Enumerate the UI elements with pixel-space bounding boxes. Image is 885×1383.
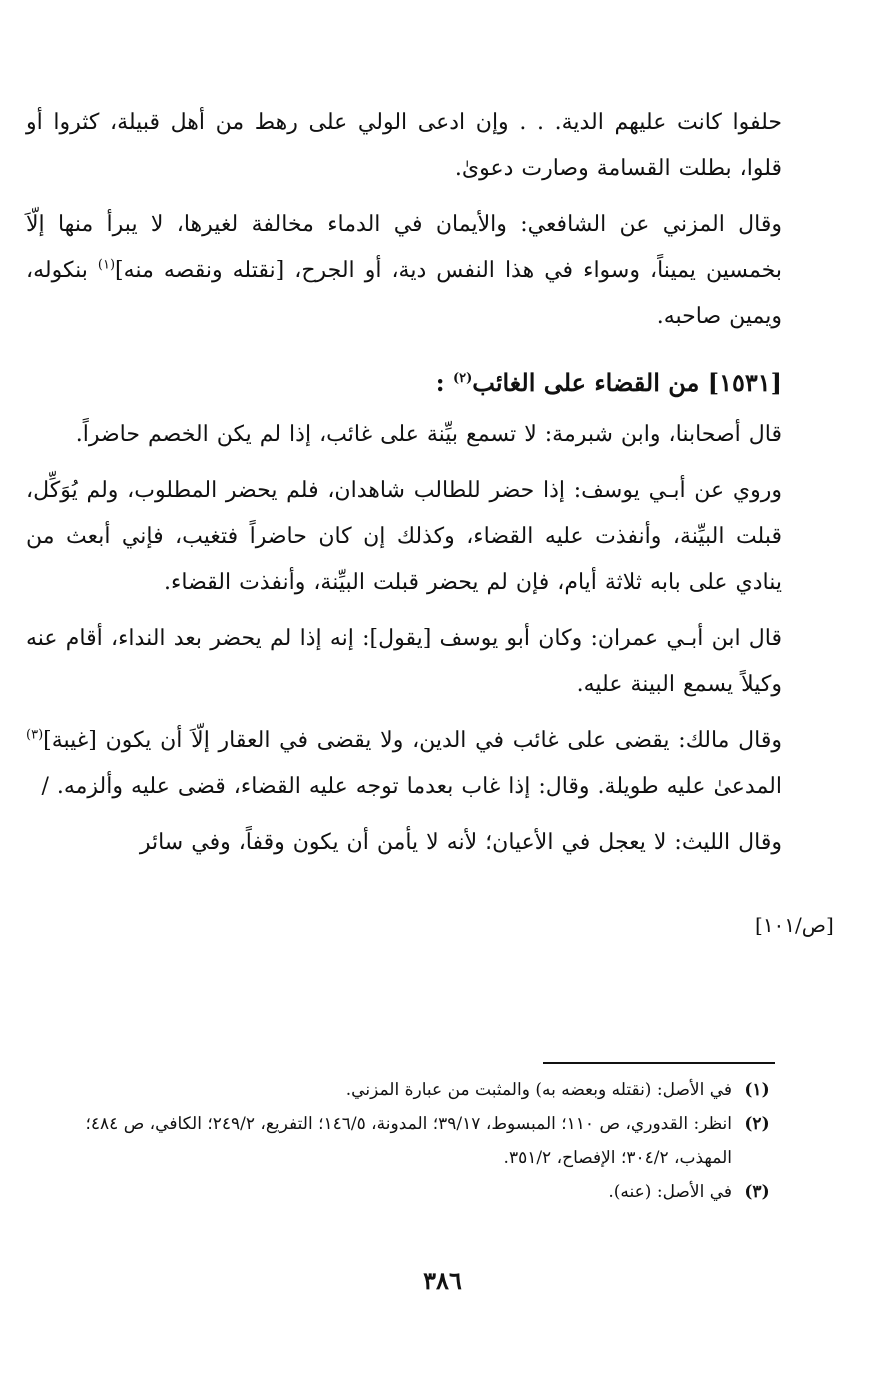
- paragraph-2-text-a: وقال المزني عن الشافعي: والأيمان في الدماء مخالفة لغيرها، لا يبرأ منها إلّاَ بخمسين يميناً، وسواء في هذا النفس دية، أو الجرح، [نقتله ونقصه منه]: [26, 212, 783, 283]
- page-body: [26, 100, 782, 876]
- paragraph-6-text-a: وقال مالك: يقضى على غائب في الدين، ولا يقضى في العقار إلّاَ أن يكون [غيبة]: [43, 728, 782, 753]
- footnote-number: (٣): [744, 1182, 770, 1202]
- paragraph-1: [26, 100, 782, 192]
- section-number: [١٥٣١]: [707, 368, 782, 397]
- paragraph-3-text: قال أصحابنا، وابن شبرمة: لا تسمع بيِّنة على غائب، إذا لم يكن الخصم حاضراً.: [75, 422, 782, 447]
- margin-page-note: [ص/١٠١]: [755, 913, 834, 937]
- footnote-separator: [543, 1062, 775, 1064]
- paragraph-4: [26, 468, 782, 606]
- section-title: من القضاء على الغائب: [472, 368, 708, 397]
- paragraph-5-text: قال ابن أبـي عمران: وكان أبو يوسف [يقول]: إنه إذا لم يحضر بعد النداء، أقام عنه وكيلاً يسمع البينة عليه.: [26, 626, 782, 697]
- paragraph-6: [26, 718, 782, 810]
- paragraph-4-text: وروي عن أبـي يوسف: إذا حضر للطالب شاهدان، فلم يحضر المطلوب، ولم يُوَكِّل، قبلت البيِّنة، وأنفذت عليه القضاء، وكذلك إن كان حاضراً فتغيب، فإني أبعث من ينادي على بابه ثلاثة أيام، فإن لم يحضر قبلت البيِّنة، وأنفذت القضاء.: [26, 478, 782, 595]
- paragraph-2-text-b: بنكوله، ويمين صاحبه.: [26, 258, 782, 329]
- footnote-number: (١): [744, 1080, 770, 1100]
- paragraph-2: [26, 202, 782, 340]
- paragraph-1-text: حلفوا كانت عليهم الدية. . . وإن ادعى الولي على رهط من أهل قبيلة، كثروا أو قلوا، بطلت القسامة وصارت دعوىٰ.: [26, 110, 782, 181]
- footnote-item: [26, 1073, 782, 1107]
- paragraph-5: [26, 616, 782, 708]
- footnote-item: [26, 1175, 782, 1209]
- footnote-text: في الأصل: (نقتله وبعضه به) والمثبت من عبارة المزني.: [345, 1080, 732, 1100]
- page-number: ٣٨٦: [423, 1266, 462, 1295]
- footnote-text: انظر: القدوري، ص ١١٠؛ المبسوط، ٣٩/١٧؛ المدونة، ١٤٦/٥؛ التفريع، ٢٤٩/٢؛ الكافي، ص ٤٨٤؛ المهذب، ٣٠٤/٢؛ الإفصاح، ٣٥١/٢.: [85, 1114, 732, 1168]
- paragraph-6-text-b: المدعىٰ عليه طويلة. وقال: إذا غاب بعدما توجه عليه القضاء، قضى عليه وألزمه. /: [41, 774, 782, 799]
- footnote-ref-2[interactable]: (٢): [452, 371, 473, 386]
- footnote-ref-1[interactable]: (١): [97, 257, 116, 273]
- paragraph-7-text: وقال الليث: لا يعجل في الأعيان؛ لأنه لا يأمن أن يكون وقفاً، وفي سائر: [139, 830, 782, 855]
- section-colon: :: [435, 368, 453, 397]
- paragraph-7: [26, 820, 782, 866]
- footnote-text: في الأصل: (عنه).: [608, 1182, 732, 1202]
- paragraph-3: [26, 412, 782, 458]
- footnote-item: [26, 1107, 782, 1175]
- section-heading: [26, 358, 782, 408]
- footnote-number: (٢): [744, 1114, 770, 1134]
- footnotes: [26, 1073, 782, 1209]
- footnote-ref-3[interactable]: (٣): [26, 727, 44, 743]
